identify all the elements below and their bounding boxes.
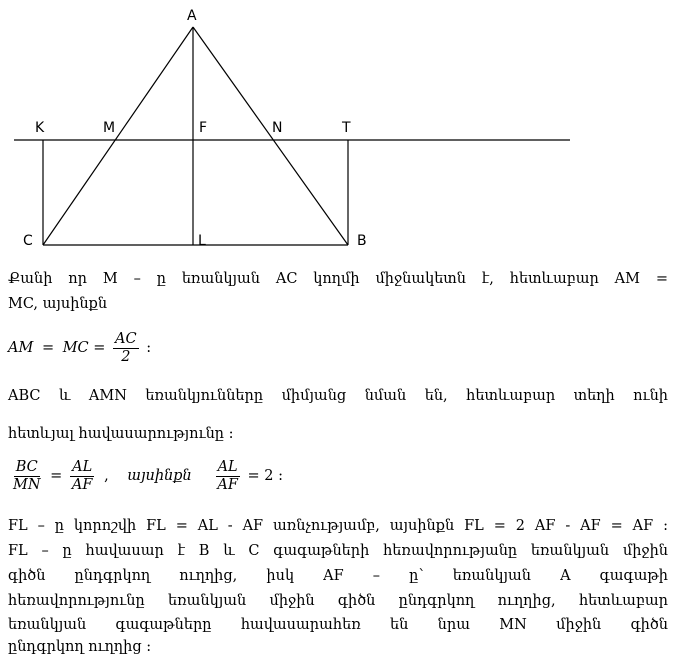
- label-k: K: [35, 120, 45, 136]
- eq2-fraction-al-af: $\frac{AL}{AF}$: [71, 458, 93, 493]
- equation-1: AM = MC = $\frac{AC}{2}$ :: [8, 330, 152, 365]
- label-t: T: [342, 120, 351, 136]
- label-c: C: [23, 233, 33, 249]
- eq1-left: AM: [8, 340, 34, 356]
- paragraph-3: հետևյալ հավասարությունը :: [8, 426, 234, 442]
- paragraph-9: ընդգրկող ուղղից :: [8, 639, 152, 655]
- label-l: L: [198, 233, 206, 249]
- eq2-word: այսինքն: [127, 468, 192, 484]
- eq1-mid: MC: [62, 340, 89, 356]
- geometry-figure: [0, 0, 683, 255]
- paragraph-1: Քանի որ M – ը եռանկյան AC կողմի միջնակետն է, հետևաբար AM =: [8, 271, 668, 287]
- paragraph-7: հեռավորությունը եռանկյան միջին գիծն ընդգրկող ուղղից, հետևաբար: [8, 593, 668, 609]
- equation-2: $\frac{BC}{MN}$ = $\frac{AL}{AF}$ , այսինքն $\frac{AL}{AF}$ = 2 :: [13, 458, 283, 493]
- eq2-fraction-al-af-2: $\frac{AL}{AF}$: [217, 458, 238, 493]
- label-b: B: [357, 233, 367, 249]
- paragraph-4: FL – ը կորոշվի FL = AL - AF առնչությամբ, այսինքն FL = 2 AF - AF = AF :: [8, 518, 668, 534]
- label-n: N: [272, 120, 283, 136]
- paragraph-8: եռանկյան գագաթները հավասարահեռ են նրա MN միջին գիծն: [8, 617, 668, 633]
- eq1-fraction: $\frac{AC}{2}$: [115, 330, 137, 365]
- line-ac: [43, 27, 193, 245]
- paragraph-2: ABC և AMN եռանկյունները միմյանց նման են, հետևաբար տեղի ունի: [8, 388, 668, 404]
- label-a: A: [187, 8, 197, 24]
- label-m: M: [103, 120, 116, 136]
- label-f: F: [199, 120, 208, 136]
- paragraph-1-cont: MC, այսինքն: [8, 296, 108, 312]
- paragraph-5: FL – ը հավասար է B և C գագաթների հեռավորությանը եռանկյան միջին: [8, 543, 668, 559]
- eq2-fraction-bc-mn: $\frac{BC}{MN}$: [13, 458, 41, 493]
- line-ab: [193, 27, 348, 245]
- paragraph-6: գիծն ընդգրկող ուղղից, իսկ AF – ը՝ եռանկյան A գագաթի: [8, 568, 668, 584]
